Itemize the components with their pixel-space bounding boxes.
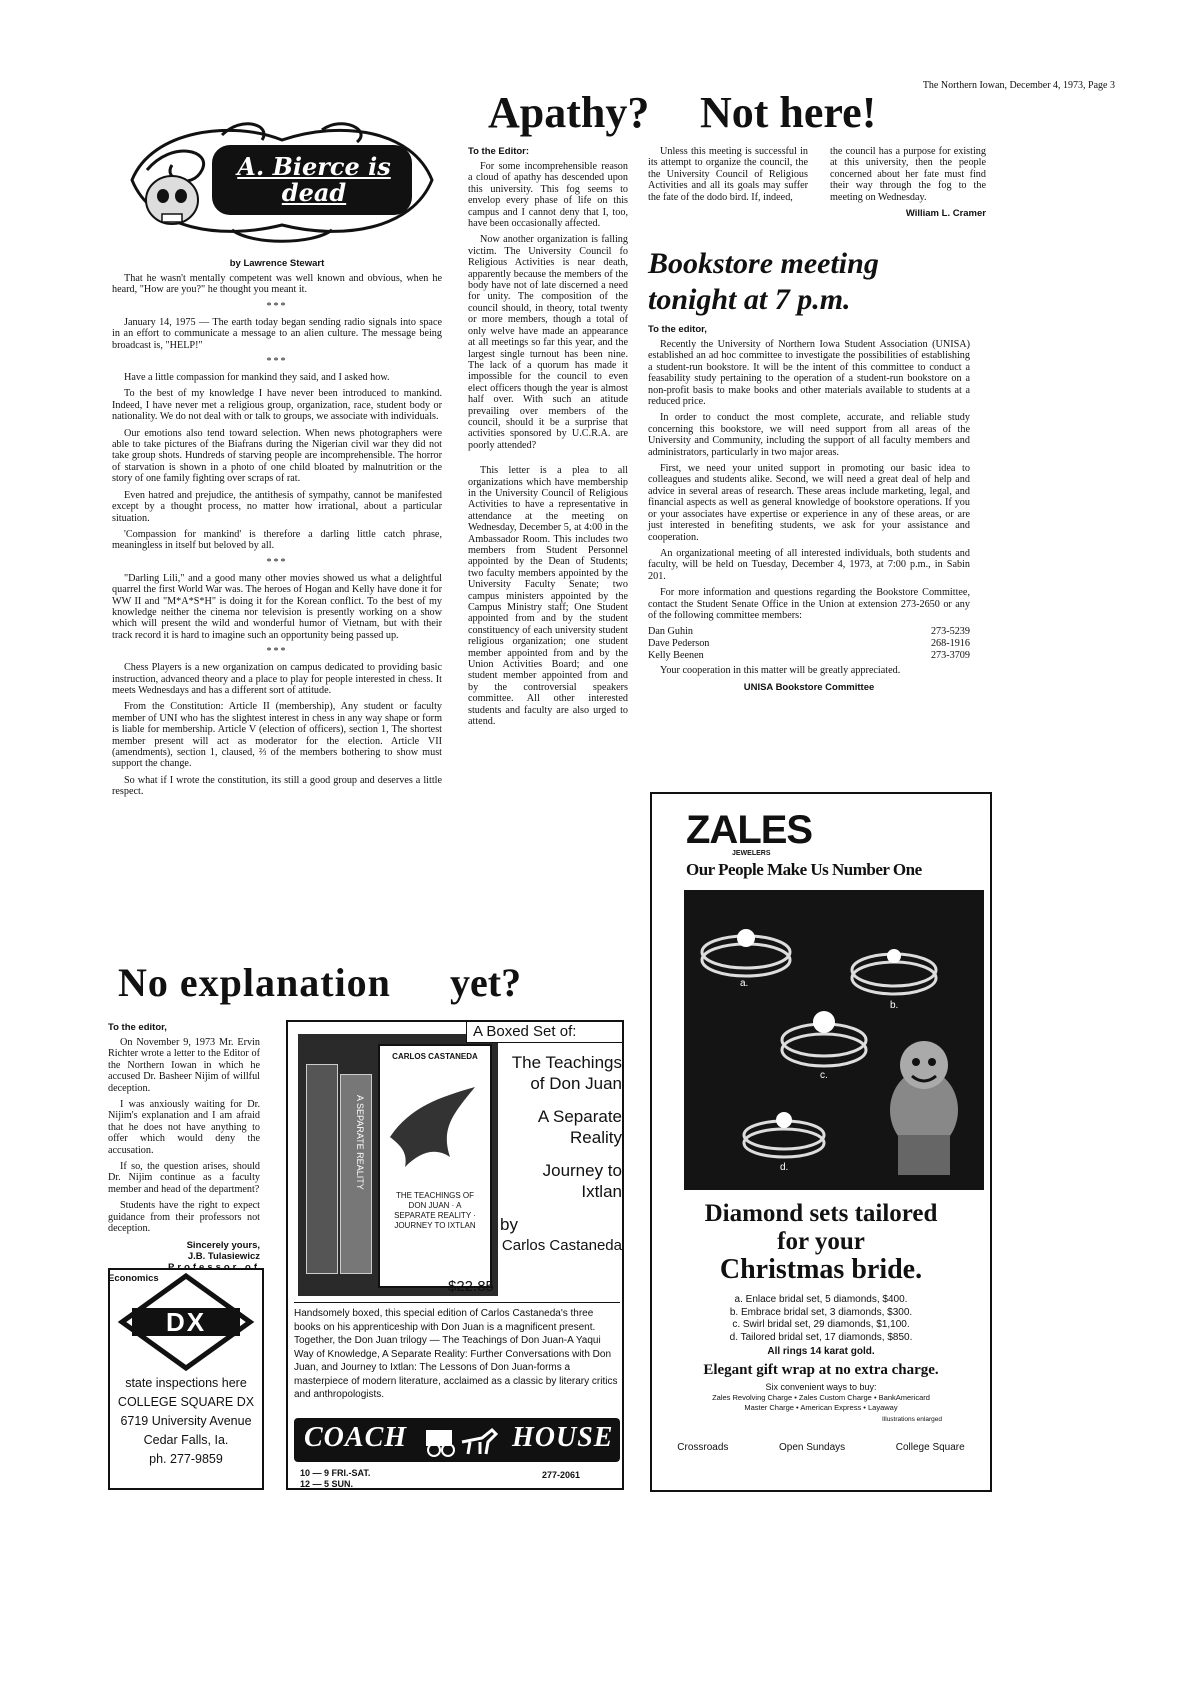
zales-ways [652,1382,990,1414]
apathy-p1: For some incomprehensible reason a cloud of apathy has descended upon this university. This fog seems to envelop every phase of life on this campus and I cannot deny that I, too, have been occasionally affected. [468,161,628,230]
apathy-kicker: To the Editor: [468,146,530,157]
bierce-logo [112,110,442,250]
bierce-p7: 'Compassion for mankind' is therefore a darling little catch phrase, meaningless in itself but beloved by all. [112,528,442,552]
explanation-sig-1: Sincerely yours, [186,1239,260,1251]
zales-headline [652,1200,990,1284]
bierce-p2: January 14, 1975 — The earth today began sending radio signals into space in an effort to communicate a message to an alien culture. The message being broadcast is, "HELP!" [112,316,442,351]
book-spine [306,1064,338,1274]
zales-gift: Elegant gift wrap at no extra charge. [703,1362,939,1378]
zales-item: b. Embrace bridal set, 3 diamonds, $300. [729,1306,913,1318]
zales-ways-title: Six convenient ways to buy: [765,1382,877,1392]
explanation-p1: On November 9, 1973 Mr. Ervin Richter wrote a letter to the Editor of the Northern Iowan in which he accused Dr. Basheer Nijim of willful deception. [108,1037,260,1094]
separator-stars: *** [266,646,288,658]
zales-ad [650,792,992,1492]
bookstore-p1: Recently the University of Northern Iowa Student Association (UNISA) established an ad hoc committee to investigate the possibilities of establishing a student-run bookstore. It will be the intent of this committee to conduct a feasability study pertaining to the operation of a student-run bookstore on a non-profit basis to make books and other materials available to students at a reduced price. [648,339,970,408]
zales-charges-2: Master Charge • American Express • Layaway [744,1403,898,1412]
zales-location: Crossroads [677,1442,729,1453]
castaneda-banner: A Boxed Set of: [466,1022,624,1043]
castaneda-description: Handsomely boxed, this special edition of Carlos Castaneda's three books on his apprenticeship with Don Juan is a magnificent present. Together, the Don Juan trilogy — The Teachings of Don Juan-A Yaqui Way of Knowledge, A Separate Reality: Further Conversations with Don Juan, and Journey to Ixtlan: The Lessons of Don Juan-forms a masterpiece of modern literature, acclaimed as a classic by literary critics and anthropologists. [294,1302,620,1402]
apathy-p3: This letter is a plea to all organizations which have membership in the University Council of Religious Activities to have a representative in attendance at the meeting on Wednesday, December 5, at 4:00 in the Ambassador Room. This includes two members from Student Personnel appointed by the Dean of Students; two faculty members appointed by the University Faculty Senate; two campus ministers appointed by the Campus Ministry staff; One Student appointed from and by the student constituency of each university student religious organization; one student member appointed from and by the Union Activities Board; and one student member appointed from and by the controversial speakers committee. All other interested students and faculty are also urged to attend. [468,465,628,728]
dx-line-4: Cedar Falls, Ia. [143,1433,229,1447]
bookstore-kicker: To the editor, [648,324,707,335]
running-header: The Northern Iowan, December 4, 1973, Page 3 [922,80,1115,91]
dx-line-5: ph. 277-9859 [149,1452,223,1466]
zales-gold: All rings 14 karat gold. [767,1346,875,1357]
explanation-headline-left: No explanation [118,960,391,1005]
clown-icon [890,1041,958,1175]
bierce-p4: To the best of my knowledge I have never been introduced to mankind. Indeed, I have never met a religious group, organization, race, student body or nationality. We do not deal with or talk to groups, we associate with individuals. [112,388,442,423]
boxed-set-image [298,1034,498,1296]
member-name: Kelly Beenen [648,650,704,662]
dx-line-1: state inspections here [125,1376,247,1390]
zales-locations [652,1442,990,1453]
bookstore-headline-1: Bookstore meeting [648,247,879,280]
apathy-col-3 [830,146,986,219]
bierce-p11: So what if I wrote the constitution, its still a good group and deserves a little respect. [112,774,442,798]
zales-headline-3: Christmas bride. [719,1254,923,1285]
title-2: A Separate Reality [537,1107,622,1147]
castaneda-titles [500,1052,622,1256]
explanation-kicker: To the editor, [108,1022,167,1033]
castaneda-price: $22.85 [448,1278,494,1295]
apathy-headline-right: Not here! [700,88,877,137]
zales-headline-1: Diamond sets tailored [704,1200,938,1227]
bookstore-p4: An organizational meeting of all interested individuals, both students and faculty, will be held on Tuesday, December 4, 1973, at 7:00 p.m., in Sabin 201. [648,547,970,582]
zales-brand: ZALES [686,808,813,852]
apathy-col-2 [648,146,808,208]
title-by: by [500,1215,518,1234]
zales-items [652,1294,990,1359]
separator-stars: *** [266,300,288,312]
hours-2: 12 — 5 SUN. [300,1479,354,1489]
bierce-article [112,258,442,803]
ring-label-a: a. [740,978,749,989]
separator-stars: *** [266,556,288,568]
bierce-p3: Have a little compassion for mankind they said, and I asked how. [124,372,390,384]
bookstore-headline-2: tonight at 7 p.m. [648,283,851,316]
rings-photo [684,890,984,1190]
coach-house-left: COACH [304,1422,408,1453]
bookstore-article [648,246,970,693]
title-author: Carlos Castaneda [501,1237,622,1254]
zales-illus-note: Illustrations enlarged [882,1416,942,1423]
member-phone: 268-1916 [930,638,970,650]
coach-house-right: HOUSE [512,1422,614,1453]
zales-location: Open Sundays [779,1442,846,1453]
explanation-sig-4: Economics [108,1272,159,1284]
explanation-sig-3: Professor of [168,1261,260,1273]
explanation-p3: If so, the question arises, should Dr. Nijim continue as a faculty member and head of the department? [108,1161,260,1195]
member-phone: 273-5239 [930,626,970,638]
castaneda-ad [286,1020,624,1490]
dx-ad [108,1268,264,1490]
bookstore-signature: UNISA Bookstore Committee [743,681,875,693]
member-row [648,638,970,650]
member-name: Dan Guhin [648,626,693,638]
apathy-headline-left: Apathy? [488,88,650,137]
bierce-byline: by Lawrence Stewart [229,258,325,269]
bookstore-p2: In order to conduct the most complete, accurate, and reliable study concerning this bookstore, we will need support from all areas of the University and Community, including the support of all faculty members and administrators, particularly in two major areas. [648,412,970,458]
apathy-signature: William L. Cramer [905,208,986,220]
title-1: The Teachings of Don Juan [511,1053,622,1093]
zales-item: a. Enlace bridal set, 5 diamonds, $400. [734,1294,908,1305]
member-row [648,626,970,638]
bookstore-p5: For more information and questions regarding the Bookstore Committee, contact the Student Senate Office in the Union at extension 273-2650 or any of the following committee members: [648,587,970,621]
dx-logo-text: DX [165,1307,207,1337]
zales-sub: JEWELERS [732,850,771,857]
zales-headline-2: for your [777,1228,865,1255]
bierce-p5: Our emotions also tend toward selection. When news photographers were able to take pictures of the Biafrans during the Nigerian civil war they did not take group shots. Hundreds of starving people are incomprehensible. The horror of starvation is shown in a photo of one child bloated by malnutrition or the story of one family fighting over scraps of rat. [112,427,442,485]
apathy-p5: the council has a purpose for existing at this university, then the people concerned about her fate must find their way through the fog to the meeting on Wednesday. [830,146,986,203]
store-phone: 277-2061 [542,1470,581,1480]
coach-house-logo [294,1418,620,1462]
apathy-p4: Unless this meeting is successful in its attempt to organize the council, the the University Council of Religious Activities and all its goals may suffer the fate of the dodo bird. If, indeed, [648,146,808,203]
bierce-p6: Even hatred and prejudice, the antithesis of sympathy, cannot be manifested except by a thought process, no matter how irrational, about a particular situation. [112,489,442,524]
zales-item: c. Swirl bridal set, 29 diamonds, $1,100. [732,1319,910,1330]
member-phone: 273-3709 [930,650,970,662]
bookstore-p3: First, we need your united support in promoting our basic idea to colleagues and students alike. Second, we will need a great deal of help and advice in several areas of research. These areas include marketing, legal, and financial aspects as well as general knowledge of bookstore operations. If you or your associates have expertise or experience in any of these areas, or are just interested in benefiting students, we ask for your assistance and cooperation. [648,463,970,543]
dx-line-2: COLLEGE SQUARE DX [117,1395,255,1409]
explanation-headline-right: yet? [450,960,522,1005]
box-titles: THE TEACHINGS OF DON JUAN · A SEPARATE REALITY · JOURNEY TO IXTLAN [394,1191,476,1230]
apathy-p2: Now another organization is falling victim. The University Council fo Religious Activities is near death, apparently because the members of the body have not of late discerned a need for unity. The composition of the council should, in theory, total twenty or more members, though a total of only welve have made an appearance at all meetings so far this year, and the largest single turnout has been nine. The lack of a quorum has made it impossible for the council to even elect officers though the year is almost half over. With such an atitude prevailing over members of the council, should it be a surprise that activities sponsored by U.C.R.A. are poorly attended? [468,234,628,451]
zales-charges-1: Zales Revolving Charge • Zales Custom Charge • BankAmericard [712,1392,930,1402]
dx-address [110,1374,262,1469]
zales-item: d. Tailored bridal set, 17 diamonds, $850. [729,1331,913,1343]
zales-location: College Square [895,1442,965,1453]
separator-stars: *** [266,356,288,368]
ring-label-b: b. [890,1000,899,1011]
bierce-logo-text: A. Bierce is dead [237,152,391,207]
bierce-p10: From the Constitution: Article II (membership), Any student or faculty member of UNI who has the slightest interest in chess in any way shape or form is liable for membership. Article V (election of officers), section 1, The shortest member present will act as moderator for the election. Article VII (amendments), section 1, claused, ⅔ of the members bothering to show must support the change. [112,701,442,770]
apathy-col-1 [468,146,628,733]
ring-label-d: d. [780,1162,789,1173]
rings-illustration [684,890,984,1190]
explanation-p4: Students have the right to expect guidance from their professors not deception. [108,1200,260,1235]
bookstore-p6: Your cooperation in this matter will be greatly appreciated. [660,665,901,677]
title-3: Journey to Ixtlan [542,1161,622,1201]
bierce-p8: "Darling Lili," and a good many other movies showed us what a delightful quarrel the first World War was. The heroes of Hogan and Kelly have done it for WW II and "M*A*S*H" is doing it for the Korean conflict. To the best of my knowledge neither the cinema nor television is presently working on a show which will present the wild and wonderful humor of Vietnam, but with their track record it is hard to imagine such an opportunity being passed up. [112,572,442,641]
store-hours [300,1468,370,1490]
bird-icon [380,1067,490,1187]
box-front [378,1044,492,1288]
member-row [648,650,970,662]
hours-1: 10 — 9 FRI.-SAT. [300,1468,371,1478]
dx-line-3: 6719 University Avenue [120,1414,252,1428]
bierce-p9: Chess Players is a new organization on campus dedicated to providing basic instruction, advanced theory and a place to play for people interested in chess. It meets Wednesdays and has a different sort of attitude. [112,662,442,696]
ring-label-c: c. [820,1070,828,1081]
horse-carriage-icon [422,1422,502,1458]
bierce-p1: That he wasn't mentally competent was well known and obvious, when he heard, "How are you?" he thought you meant it. [112,273,442,296]
book-spine [340,1074,372,1274]
member-name: Dave Pederson [648,638,710,650]
zales-tagline: Our People Make Us Number One [686,860,922,879]
explanation-letter [108,1022,260,1288]
committee-members [648,626,970,662]
box-author: CARLOS CASTANEDA [392,1052,478,1061]
explanation-p2: I was anxiously waiting for Dr. Nijim's explanation and I am afraid that he does not have anything to offer which would deny the accusation. [108,1099,260,1156]
skull-icon [146,176,198,224]
explanation-sig-2: J.B. Tulasiewicz [187,1250,260,1262]
spine-text: A SEPARATE REALITY [355,1095,365,1190]
